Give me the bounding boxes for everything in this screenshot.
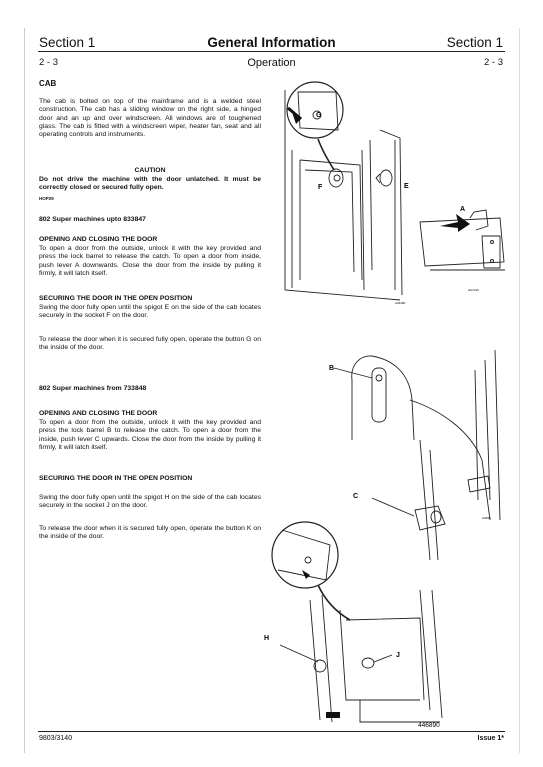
section-b-release-text: To release the door when it is secured fully open, operate the button K on the inside of the door. <box>39 525 261 541</box>
caution-title: CAUTION <box>134 167 166 174</box>
cab-intro: The cab is bolted on top of the mainframe and is a welded steel construction. The cab has a sliding window on the right side, a hinged door and an up and over windscreen. All windows are of toughened glass. The cab is fitted with a windscreen wiper, heater fan, seat and all operating controls and instruments. <box>39 98 261 139</box>
fig2-code: A0993 <box>482 516 491 520</box>
fig1-code-main: A04280 <box>395 301 406 305</box>
label-c: C <box>353 493 359 500</box>
label-h: H <box>264 635 270 642</box>
fig1-code-inset: HA1210 <box>468 288 479 292</box>
section-b-title: 802 Super machines from 733848 <box>39 385 147 392</box>
section-a-release-text: To release the door when it is secured fully open, operate the button G on the inside of the door. <box>39 336 261 352</box>
page-title: General Information <box>207 35 336 50</box>
issue-label: Issue 1* <box>477 735 504 742</box>
page-subtitle: Operation <box>247 57 296 69</box>
label-f: F <box>318 184 323 191</box>
doc-number: 9803/3140 <box>39 735 73 742</box>
header-rule <box>38 51 505 52</box>
section-label-left: Section 1 <box>39 35 96 50</box>
page-number-right: 2 - 3 <box>483 57 503 68</box>
section-a-open-heading: OPENING AND CLOSING THE DOOR <box>39 236 158 243</box>
label-b: B <box>329 365 335 372</box>
section-a-title: 802 Super machines upto 833847 <box>39 216 146 223</box>
section-a-open-text: To open a door from the outside, unlock it with the key provided and press the lock barrel to release the catch. To open a door from inside, push lever A downwards. Close the door from the inside by pulling it firmly, it will latch itself. <box>39 245 261 277</box>
section-a-securing-heading: SECURING THE DOOR IN THE OPEN POSITION <box>39 295 193 302</box>
fig2-number: 446890 <box>418 722 440 729</box>
label-a: A <box>460 206 466 213</box>
label-g: G <box>316 112 322 119</box>
caution-text: Do not drive the machine with the door unlatched. It must be correctly closed or secured fully open. <box>39 176 261 192</box>
page-number-left: 2 - 3 <box>39 57 59 68</box>
section-b-securing-text: Swing the door fully open until the spigot H on the side of the cab locates securely in the socket J on the door. <box>39 494 261 510</box>
cab-heading: CAB <box>39 79 57 88</box>
section-b-securing-heading: SECURING THE DOOR IN THE OPEN POSITION <box>39 475 193 482</box>
section-b-open-heading: OPENING AND CLOSING THE DOOR <box>39 410 158 417</box>
label-e: E <box>404 183 409 190</box>
label-j: J <box>396 652 400 659</box>
footer-rule <box>38 731 505 732</box>
caution-code: HOP29 <box>39 196 54 201</box>
section-b-open-text: To open a door from the outside, unlock it with the key provided and press the lock barrel B to release the catch. To open a door from the inside, push lever C upwards. Close the door from the inside by pulling it firmly, it will latch itself. <box>39 419 261 451</box>
section-a-securing-text: Swing the door fully open until the spigot E on the side of the cab locates securely in the socket F on the door. <box>39 304 261 320</box>
section-label-right: Section 1 <box>446 35 503 50</box>
